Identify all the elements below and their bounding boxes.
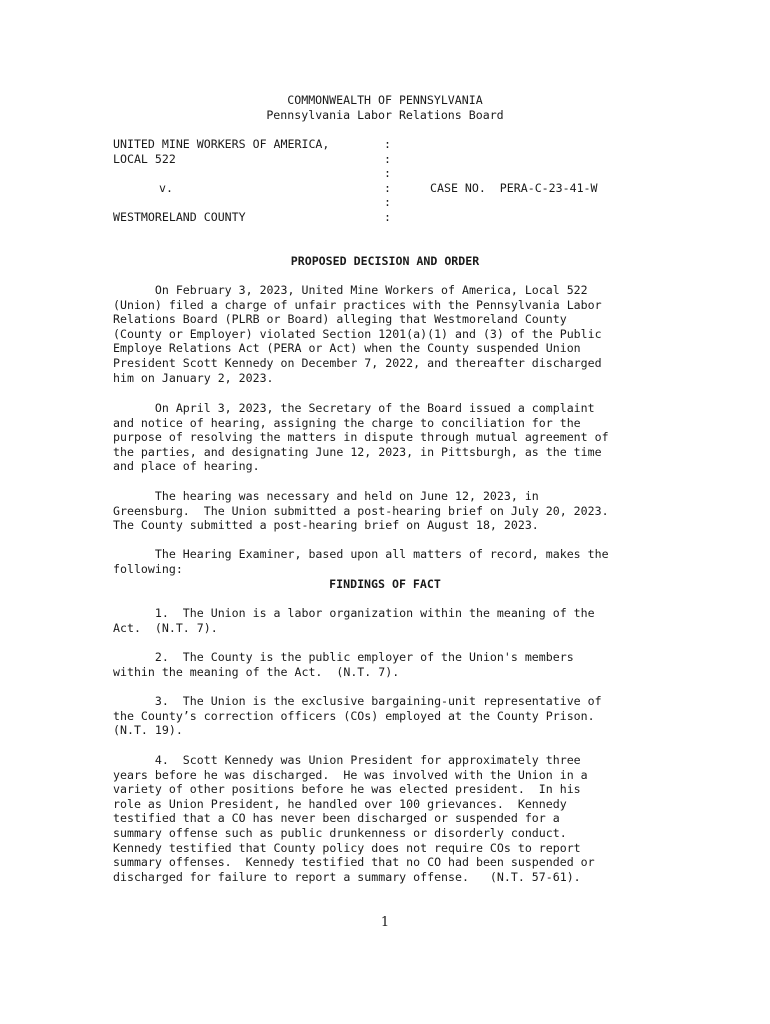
caption-colon: : [384, 195, 391, 209]
finding-item: 2. The County is the public employer of the Union's members within the meaning of the Act. (N.T. 7). [113, 650, 574, 679]
caption-party1-line1: UNITED MINE WORKERS OF AMERICA, [113, 137, 330, 151]
caption-party2: WESTMORELAND COUNTY [113, 210, 246, 224]
caption-party1-line2: LOCAL 522 [113, 152, 176, 166]
page-number: 1 [380, 915, 390, 930]
finding-item: 4. Scott Kennedy was Union President for approximately three years before he was discharged. He was involved with the Union in a variety of other positions before he was elected president. In his role as Union President, he handled over 100 grievances. Kennedy testified that a CO has never been discharged or suspended for a summary offense such as public drunkenness or disorderly conduct. Kennedy testified that County policy does not require COs to report summary offenses. Kennedy testified that no CO had been suspended or discharged for failure to report a summary offense. (N.T. 57-61). [113, 753, 595, 884]
paragraph: The Hearing Examiner, based upon all matters of record, makes the following: [113, 547, 609, 576]
caption-colon: : [384, 137, 391, 151]
paragraph: On April 3, 2023, the Secretary of the Board issued a complaint and notice of hearing, assigning the charge to conciliation for the purpose of resolving the matters in dispute through mutual agreement of the parties, and designating June 12, 2023, in Pittsburgh, as the time and place of hearing. [113, 401, 609, 474]
finding-item: 3. The Union is the exclusive bargaining-unit representative of the County’s correction officers (COs) employed at the County Prison. (N.T. 19). [113, 694, 602, 738]
caption-colon: : [384, 210, 391, 224]
caption-colon: : [384, 181, 391, 195]
paragraph: On February 3, 2023, United Mine Workers of America, Local 522 (Union) filed a charge of unfair practices with the Pennsylvania Labor Relations Board (PLRB or Board) alleging that Westmoreland County (County or Employer) violated Section 1201(a)(1) and (3) of the Public Employe Relations Act (PERA or Act) when the County suspended Union President Scott Kennedy on December 7, 2022, and thereafter discharged him on January 2, 2023. [113, 283, 602, 385]
case-number: CASE NO. PERA-C-23-41-W [430, 181, 598, 195]
header-board: Pennsylvania Labor Relations Board [266, 108, 504, 122]
findings-heading: FINDINGS OF FACT [329, 577, 441, 591]
finding-item: 1. The Union is a labor organization within the meaning of the Act. (N.T. 7). [113, 606, 595, 635]
caption-colon: : [384, 166, 391, 180]
caption-colon: : [384, 152, 391, 166]
paragraph: The hearing was necessary and held on June 12, 2023, in Greensburg. The Union submitted a post-hearing brief on July 20, 2023. The County submitted a post-hearing brief on August 18, 2023. [113, 489, 609, 533]
document-title: PROPOSED DECISION AND ORDER [290, 254, 480, 268]
caption-versus: v. [159, 181, 173, 195]
header-commonwealth: COMMONWEALTH OF PENNSYLVANIA [287, 93, 483, 107]
